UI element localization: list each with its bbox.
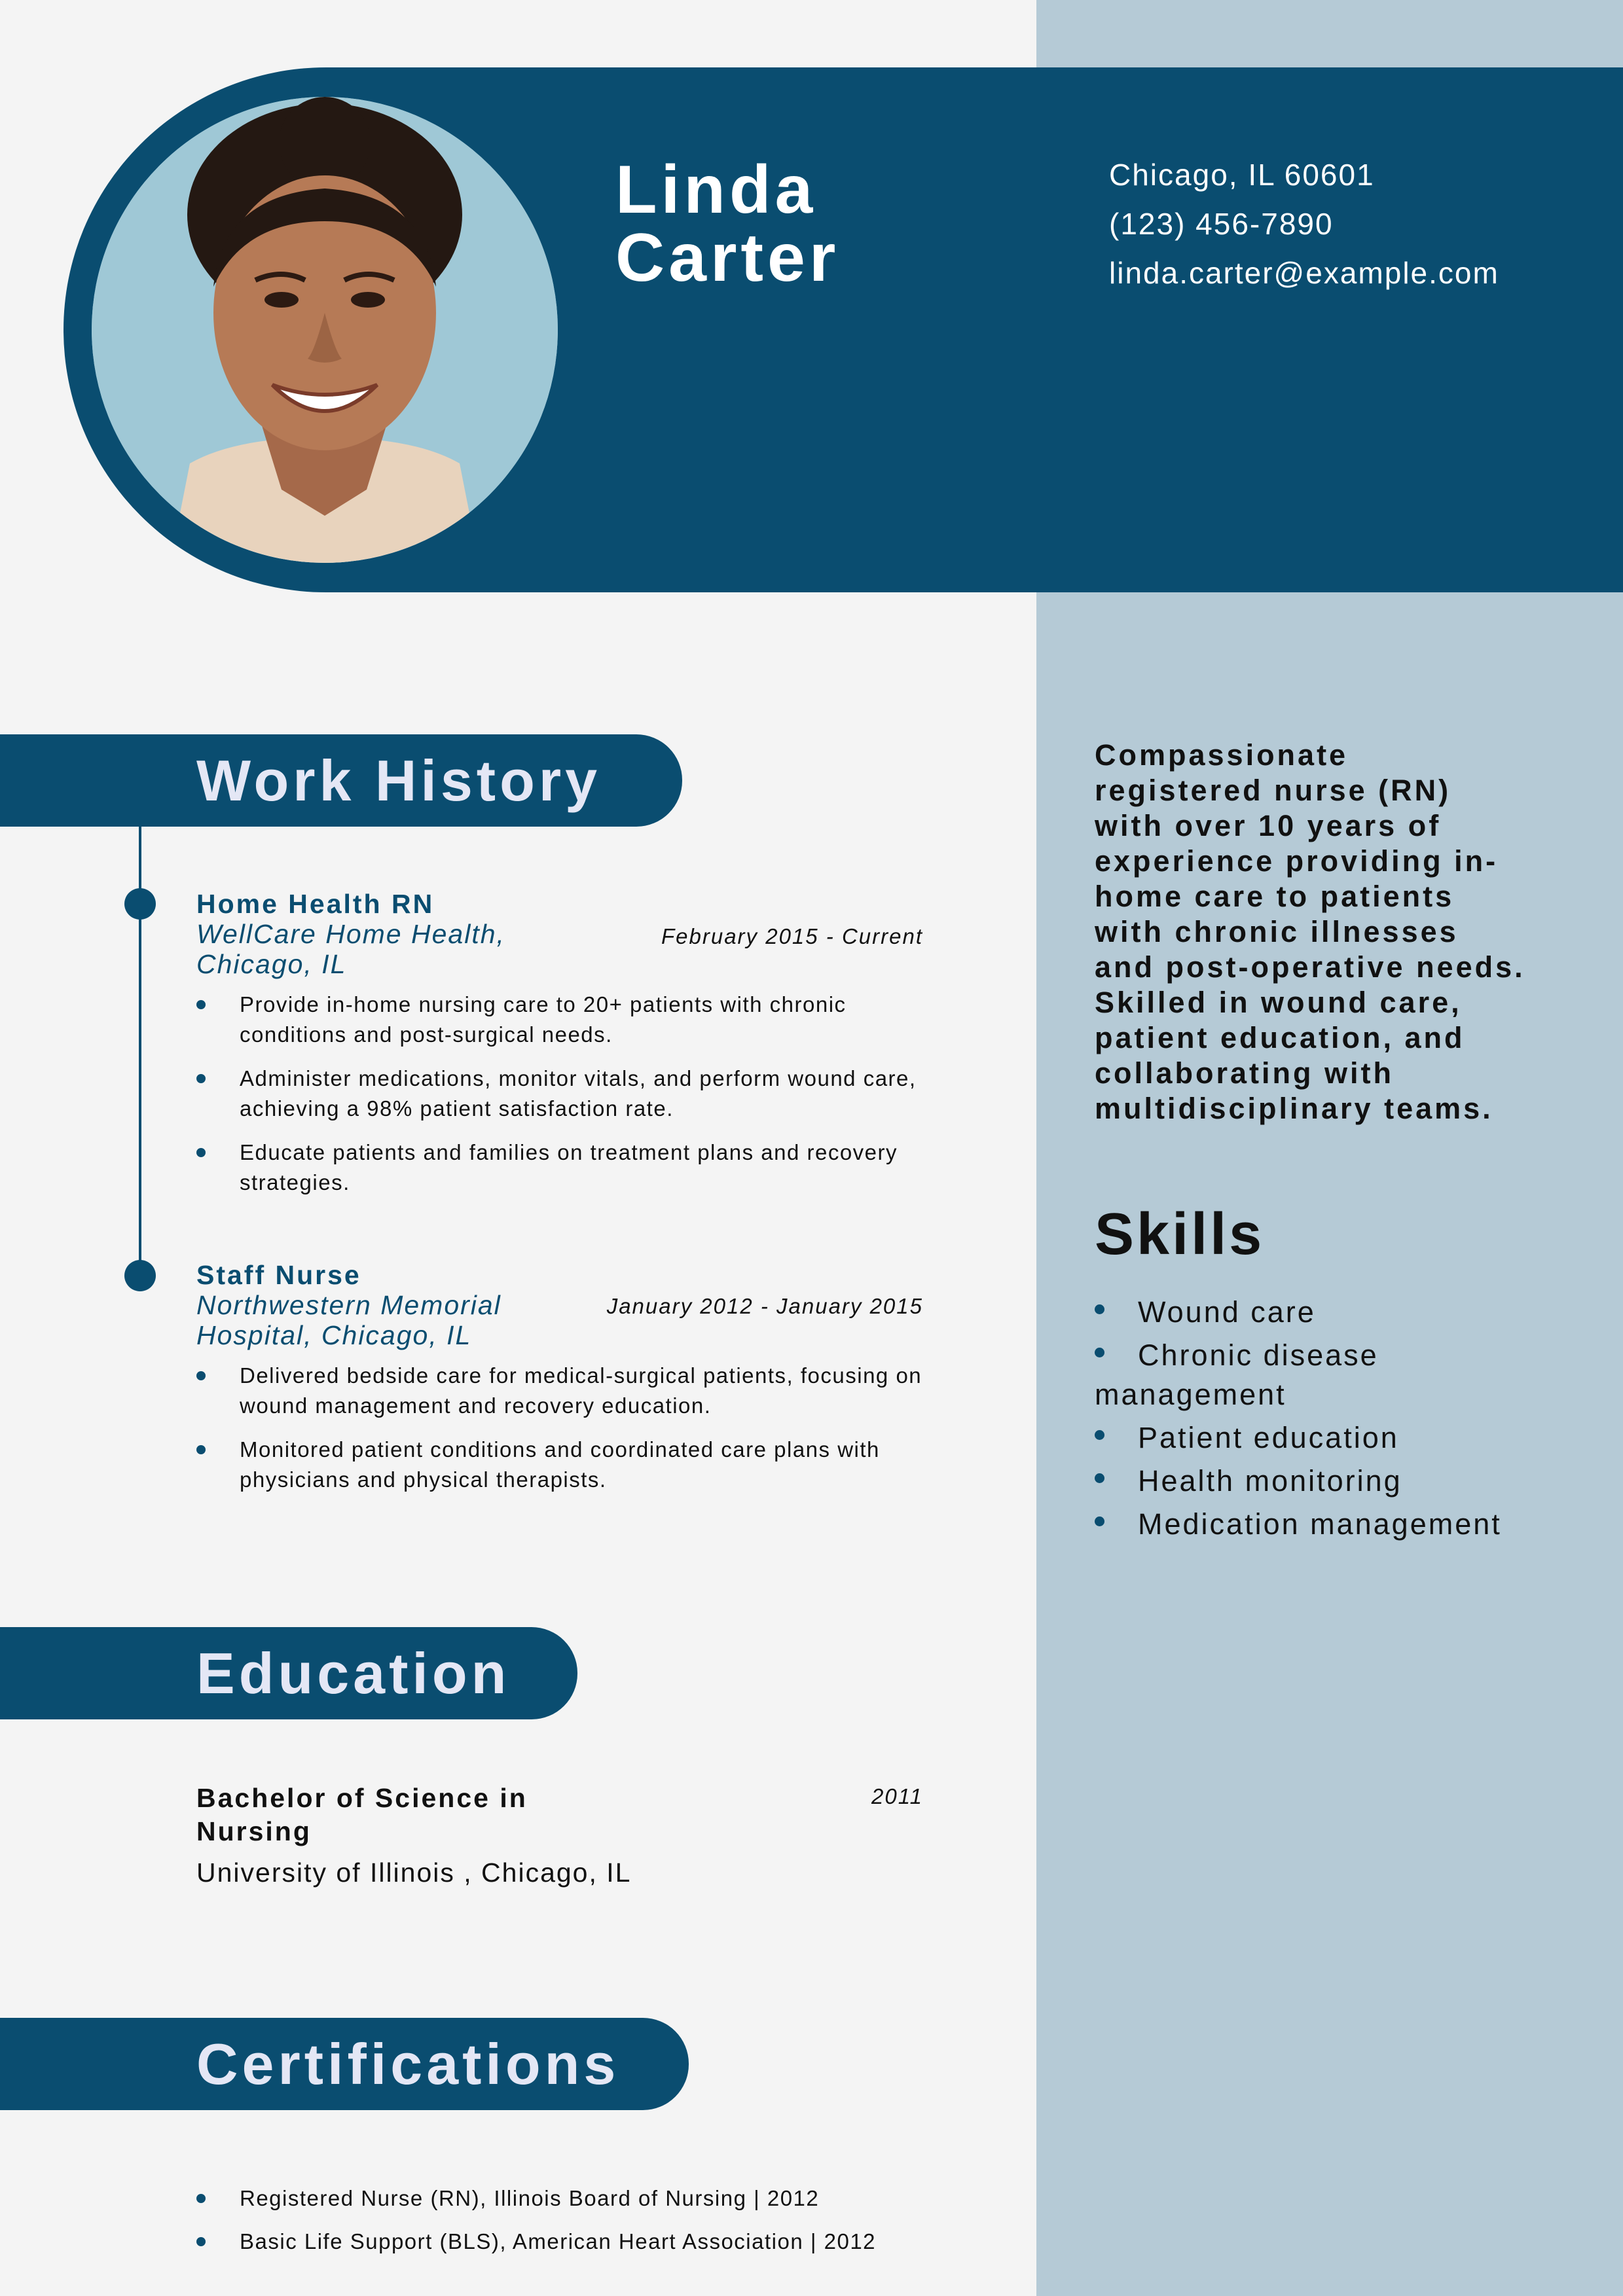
job-bullets bbox=[196, 1361, 923, 1495]
education-school: University of Illinois , Chicago, IL bbox=[196, 1857, 632, 1888]
section-title-work-history: Work History bbox=[0, 734, 682, 827]
contact-email: linda.carter@example.com bbox=[1109, 256, 1499, 290]
timeline-dot bbox=[124, 1260, 156, 1291]
education-year: 2011 bbox=[871, 1784, 923, 1808]
job-bullets bbox=[196, 990, 923, 1198]
last-name: Carter bbox=[615, 220, 840, 296]
certification-item: Basic Life Support (BLS), American Heart Association | 2012 bbox=[196, 2227, 982, 2257]
timeline-dot bbox=[124, 888, 156, 920]
job-company: Northwestern Memorial Hospital, Chicago, IL bbox=[196, 1290, 501, 1350]
contact-phone: (123) 456-7890 bbox=[1109, 207, 1334, 241]
skill-item: Wound care bbox=[1095, 1293, 1566, 1332]
professional-summary: Compassionate registered nurse (RN) with over 10 years of experience providing in-home care to patients with chronic illnesses and post-operative needs. Skilled in wound care, patient education, and collaborating with multidisciplinary teams. bbox=[1095, 738, 1525, 1125]
skill-item: Medication management bbox=[1095, 1505, 1566, 1544]
job-entry bbox=[196, 889, 923, 1211]
job-company: WellCare Home Health, Chicago, IL bbox=[196, 919, 505, 979]
section-title-education: Education bbox=[0, 1627, 577, 1719]
profile-photo bbox=[92, 97, 558, 563]
job-bullet: Educate patients and families on treatment plans and recovery strategies. bbox=[196, 1138, 923, 1198]
candidate-name bbox=[615, 152, 840, 296]
job-dates: February 2015 - Current bbox=[661, 924, 923, 948]
first-name: Linda bbox=[615, 152, 817, 228]
job-bullet: Provide in-home nursing care to 20+ patients with chronic conditions and post-surgical needs. bbox=[196, 990, 923, 1050]
job-entry bbox=[196, 1260, 923, 1509]
job-bullet: Delivered bedside care for medical-surgical patients, focusing on wound management and recovery education. bbox=[196, 1361, 923, 1421]
skill-item: Chronic disease management bbox=[1095, 1336, 1566, 1414]
certification-item: Registered Nurse (RN), Illinois Board of Nursing | 2012 bbox=[196, 2183, 982, 2214]
job-title: Home Health RN bbox=[196, 889, 435, 919]
skill-item: Patient education bbox=[1095, 1418, 1566, 1458]
section-title-certifications: Certifications bbox=[0, 2018, 689, 2110]
skill-item: Health monitoring bbox=[1095, 1462, 1566, 1501]
skills-list bbox=[1095, 1293, 1566, 1548]
job-bullet: Monitored patient conditions and coordinated care plans with physicians and physical therapists. bbox=[196, 1435, 923, 1495]
contact-location: Chicago, IL 60601 bbox=[1109, 158, 1375, 192]
section-title-skills: Skills bbox=[1095, 1202, 1265, 1267]
contact-info bbox=[1109, 151, 1499, 298]
certification-list bbox=[196, 2183, 982, 2270]
job-title: Staff Nurse bbox=[196, 1260, 361, 1290]
job-bullet: Administer medications, monitor vitals, and perform wound care, achieving a 98% patient satisfaction rate. bbox=[196, 1064, 923, 1124]
job-dates: January 2012 - January 2015 bbox=[606, 1294, 923, 1318]
education-degree: Bachelor of Science in Nursing bbox=[196, 1783, 528, 1846]
